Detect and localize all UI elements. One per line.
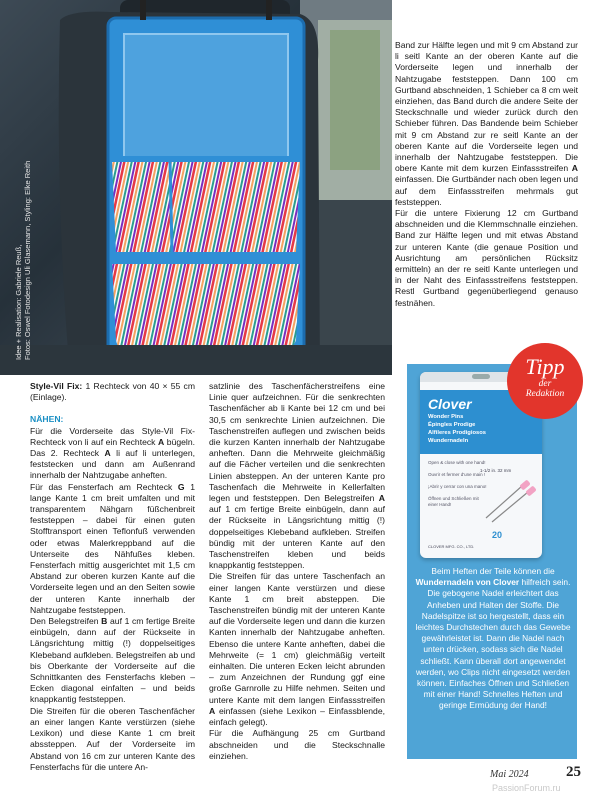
package-line-4: Wundernadeln xyxy=(428,438,469,444)
package-line-3: Alfileres Prodigiosos xyxy=(428,430,486,436)
piece-letter: A xyxy=(209,705,216,716)
photo-credit-line2: Fotos: Oswel Fotodesign Uli Glasemann, Styling: Elke Reith xyxy=(23,160,32,360)
package-sizes: 1-1/2 in. 32 mm xyxy=(480,468,512,473)
col-a-p2b: 1 lange Kante 1 cm breit umfalten und mit transparentem Nähgarn füßchenbreit feststeppen – dabei für einen guten Stofftransport einen Teflonfuß verwenden oder etwas Malerkreppband auf die Unterseite des Nähfußes kleben. Fensterfach mittig ausgerichtet mit 1,5 cm Abstand zur oberen kurzen Kante auf die Vorderseite legen und an den Seiten sowie der unteren Kante innerhalb der Nahtzugabe feststeppen. xyxy=(30,481,195,615)
col-b-paragraph-1 xyxy=(209,381,385,571)
package-manufacturer: CLOVER MFG. CO., LTD. xyxy=(428,544,475,549)
package-tiny-4: Öffnen und Schließen mit einer Hand! xyxy=(428,496,479,507)
col-a-paragraph-2 xyxy=(30,482,195,616)
col-b-paragraph-2 xyxy=(209,571,385,728)
column-b-text xyxy=(209,381,385,762)
photo-credit xyxy=(14,161,32,360)
tip-badge-title: Tipp xyxy=(525,354,565,379)
package-tiny-2: Ouvrir et fermer d'une main ! xyxy=(428,472,486,477)
col-a-p2a: Für das Fensterfach am Rechteck xyxy=(30,481,178,492)
right-paragraph-1 xyxy=(395,40,578,208)
right-p1-end: einfassen. Die Gurtbänder nach oben legen und auf dem Einfassstreifen mehrmals gut feststeppen. xyxy=(395,174,578,207)
col-b-p1a: satzlinie des Taschenfächerstreifens eine Linie quer aufzeichnen. Für die senkrechten Taschenfächer ab li Kante bei 12 cm und bei 30,5 cm senkrechte Linien aufzeichnen. Die Taschenstreifen auflegen und zwischen beids die kurzen Kanten innerhalb der Nahtzugabe anheften. Dann die Mehrweite gleichmäßig auf die Fächer verteilen und die senkrechten Linien absteppen. An der unteren Kante pro Taschenfach die Mehrweite in Kellerfalten legen und feststeppen. Den Belegstreifen xyxy=(209,381,385,504)
col-a-p1b: bügeln. Das 2. Rechteck xyxy=(30,436,195,459)
car-seat-organizer-illustration xyxy=(0,0,392,375)
style-vil-label: Style-Vil Fix: xyxy=(30,381,83,391)
style-vil-text: 1 Rechteck von 40 × 55 cm (Einlage). xyxy=(30,381,196,403)
tip-badge-line1: der xyxy=(538,379,552,389)
tip-text xyxy=(413,566,573,712)
package-line-1: Wonder Pins xyxy=(428,414,464,420)
tip-badge-line2: Redaktion xyxy=(525,389,565,399)
col-b-p2: Die Streifen für das untere Taschenfach an einer langen Kante verstürzen und diese Kante 1 cm breit absteppen. Die Taschenstreifen bündig mit der unteren Kante auf die Vorderseite legen und dann die kurzen Kanten innerhalb der Nahtzugabe anheften. Ebenso die untere Kante anheften, dabei die Mehrweite (= 1 cm) gleichmäßig verteilt einhalten. Die unteren Ecken leicht abrunden – zum Anzeichnen der Rundung ggf eine große Garnrolle zu Hilfe nehmen. Seiten und untere Kante mit dem langen Einfassstreifen xyxy=(209,571,385,705)
photo-credit-line1: Idee + Realisation: Gabriele Reuß, xyxy=(14,244,23,360)
piece-letter: A xyxy=(378,493,385,504)
column-a-text xyxy=(30,381,195,773)
col-a-p3b: auf 1 cm fertige Breite einbügeln, dann auf der Rückseite in Längsrichtung mittig (!) doppelseitiges Klebeband aufkleben. Belegstreifen ab und bis Oberkante der Vorderseite auf die Schnittkanten des Fensterfachs kleben – Ecken diagonal einfalten – und beids knappkantig feststeppen. xyxy=(30,616,195,705)
piece-letter: B xyxy=(101,616,108,627)
tip-product-name: Wundernadeln von Clover xyxy=(415,577,520,588)
col-a-p3a: Den Belegstreifen xyxy=(30,616,102,627)
style-vil-paragraph xyxy=(30,381,195,403)
col-b-paragraph-3: Für die Aufhängung 25 cm Gurtband abschneiden und die Steckschnalle einziehen. xyxy=(209,728,385,761)
piece-letter: A xyxy=(158,436,165,447)
piece-letter: A xyxy=(104,448,111,459)
clover-logo: Clover xyxy=(428,396,472,412)
product-photo xyxy=(0,0,392,375)
package-line-2: Épingles Prodige xyxy=(428,422,476,428)
tip-rest: hilfreich sein. Die gebogene Nadel erleichtert das Anheben und Halten der Stoffe. Die Nadelspitze ist so hergestellt, dass ein leichtes Durchstechen durch das Gewebe gewährleistet ist. Dann die Nadel nach unten drücken, sodass sich die Nadel schließt. Kann überall dort angewendet werden, wo Clips nicht eingesetzt werden können. Einfaches Öffnen und Schließen mit einer Hand! Schnelles Heften und geringe Ermüdung der Hand! xyxy=(415,577,571,711)
pins-icon xyxy=(482,478,538,528)
piece-letter: G xyxy=(177,481,185,492)
watermark: PassionForum.ru xyxy=(492,783,561,793)
right-column-text xyxy=(395,40,578,309)
hanger-hole xyxy=(472,374,490,379)
package-count: 20 xyxy=(492,530,503,540)
right-p1-text: Band zur Hälfte legen und mit 9 cm Abstand zur li seitl Kante an der oberen Kante auf die Vorderseite legen und innerhalb der Nahtzugabe feststeppen. Dann 100 cm Gurtband abschneiden, 1 Schieber ca 8 cm weit einziehen, das Band durch die andere Seite der Steckschnalle und wieder zurück durch den Schieber führen. Das Bandende beim Schieber mit 9 cm Abstand zur re seitl Kante an der oberen Kante auf die Vorderseite legen und innerhalb der Nahtzugabe feststeppen. Die obere Kante mit dem kurzen Einfassstreifen xyxy=(395,40,578,174)
col-b-p1b: auf 1 cm fertige Breite einbügeln, dann auf der Rückseite in Längsrichtung mittig (!) doppelseitiges Klebeband aufkleben. Streifen bündig mit der unteren Kante auf den Taschenstreifen kleben und beids knappkantig feststeppen. xyxy=(209,504,385,571)
col-a-p1a: Für die Vorderseite das Style-Vil Fix-Rechteck von li auf ein Rechteck xyxy=(30,425,195,447)
col-a-p1c: li auf li unterlegen, feststecken und dann am Außenrand innerhalb der Nahtzugabe anheften. xyxy=(30,448,196,481)
package-tiny-3: ¡Abrir y cerrar con una mano! xyxy=(428,484,487,489)
right-paragraph-2: Für die untere Fixierung 12 cm Gurtband abschneiden und die Klemmschnalle einziehen. Band zur Hälfte legen und mit etwas Abstand zur unteren Kante (die genaue Position und Ausrichtung am persönlichen Rücksitz ermitteln) an der re seitl Kante unterlegen und in der Naht des Einfassstreifens feststeppen. Restl Gurtband gegenüberliegend genauso festnähen. xyxy=(395,208,578,308)
page-number: 25 xyxy=(566,764,581,780)
section-heading-naehen: NÄHEN: xyxy=(30,414,64,425)
col-a-paragraph-4: Die Streifen für die oberen Taschenfächer an einer langen Kante verstürzen (siehe Lexikon) und diese Kante 1 cm breit abssteppen. Auf der Vorderseite im Abstand von 16 cm zur unteren Kante des Fensterfachs für die untere An- xyxy=(30,705,195,772)
col-a-paragraph-1 xyxy=(30,426,195,482)
tip-intro: Beim Heften der Teile können die xyxy=(431,566,555,576)
col-b-p2b: einfassen (siehe Lexikon – Einfassblende, einfach gelegt). xyxy=(209,705,385,728)
tip-badge xyxy=(507,343,583,419)
package-tiny-1: Open & close with one hand! xyxy=(428,460,486,465)
tip-paragraph xyxy=(413,566,573,712)
piece-letter: A xyxy=(571,163,578,174)
col-a-paragraph-3 xyxy=(30,616,195,706)
footer-issue-date: Mai 2024 xyxy=(490,769,529,780)
